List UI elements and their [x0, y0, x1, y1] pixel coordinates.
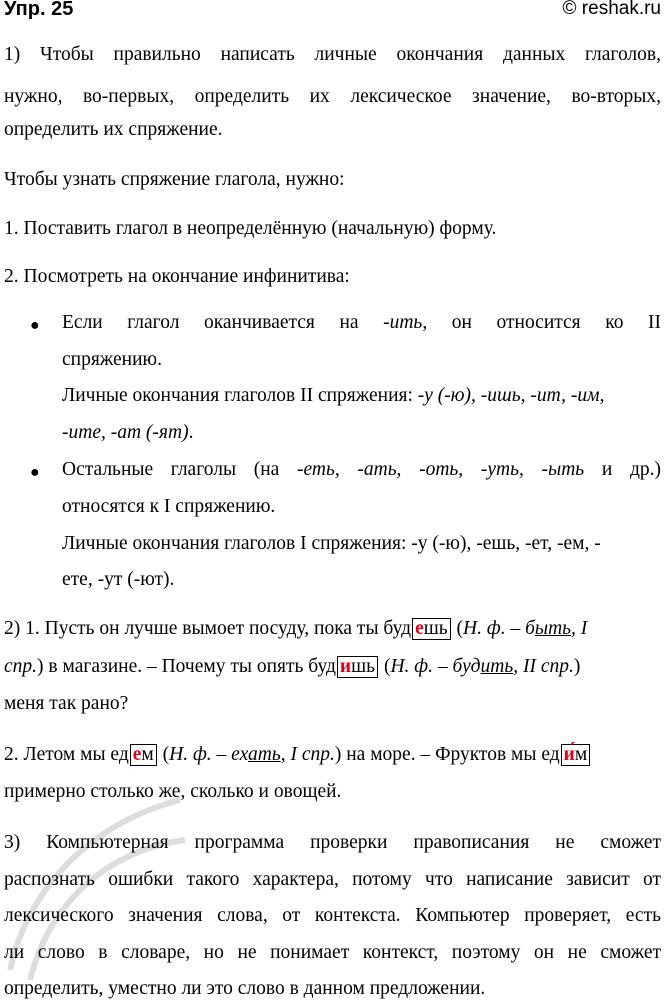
- para1-line1: 1) Чтобы правильно написать личные окончания данных глаголов,: [4, 44, 661, 65]
- ending-box: ишь: [337, 656, 378, 678]
- para3-line2: распознать ошибки такого характера, потому что написание зависит от: [4, 869, 661, 890]
- bullet2-line4: ете, -ут (-ют).: [62, 569, 175, 590]
- bullet1-line2: спряжению.: [62, 349, 162, 370]
- bullet2-line2: относятся к I спряжению.: [62, 496, 276, 517]
- step1: 1. Поставить глагол в неопределённую (начальную) форму.: [4, 218, 497, 239]
- header: [4, 0, 661, 24]
- bullet1-line4: -ите, -ат (-ят).: [62, 422, 194, 443]
- para1-line3: определить их спряжение.: [4, 119, 223, 140]
- ending-box: ем: [130, 744, 157, 766]
- bullet-icon: ●: [30, 317, 40, 334]
- example1-line2: спр.) в магазине. – Почему ты опять буд ишь (Н. ф. – будить, II спр.): [4, 656, 581, 677]
- example1-line3: меня так рано?: [4, 693, 129, 714]
- step2: 2. Посмотреть на окончание инфинитива:: [4, 266, 350, 287]
- para3-line3: лексического значения слова, от контекста. Компьютер проверяет, есть: [4, 905, 661, 926]
- ending-box: и́м: [561, 744, 591, 766]
- para2: Чтобы узнать спряжение глагола, нужно:: [4, 169, 345, 190]
- bullet-icon: ●: [30, 464, 40, 481]
- watermark-logo: [0, 760, 190, 990]
- example2-line2: примерно столько же, сколько и овощей.: [4, 781, 342, 802]
- example2-line1: 2. Летом мы ед ем (Н. ф. – ехать, I спр.) на море. – Фруктов мы ед и́м: [4, 744, 591, 766]
- para3-line5: определить, уместно ли это слово в данном предложении.: [4, 978, 486, 999]
- para3-line1: 3) Компьютерная программа проверки правописания не сможет: [4, 832, 661, 853]
- source-label: © reshak.ru: [562, 0, 661, 19]
- ending-box: ешь: [412, 618, 451, 640]
- para1-line2: нужно, во-первых, определить их лексическое значение, во-вторых,: [4, 86, 661, 107]
- bullet1-line1: Если глагол оканчивается на -ить, он относится ко II: [62, 312, 661, 333]
- para3-line4: ли слово в словаре, но не понимает контекст, поэтому он не сможет: [4, 942, 661, 963]
- exercise-title: Упр. 25: [4, 0, 74, 20]
- bullet1-line3: Личные окончания глаголов II спряжения: -у (-ю), -ишь, -ит, -им,: [62, 385, 605, 406]
- example1-line1: 2) 1. Пусть он лучше вымоет посуду, пока ты буд ешь (Н. ф. – быть, I: [4, 618, 588, 639]
- bullet2-line3: Личные окончания глаголов I спряжения: -у (-ю), -ешь, -ет, -ем, -: [62, 533, 601, 554]
- bullet2-line1: Остальные глаголы (на -еть, -ать, -оть, -уть, -ыть и др.): [62, 459, 661, 480]
